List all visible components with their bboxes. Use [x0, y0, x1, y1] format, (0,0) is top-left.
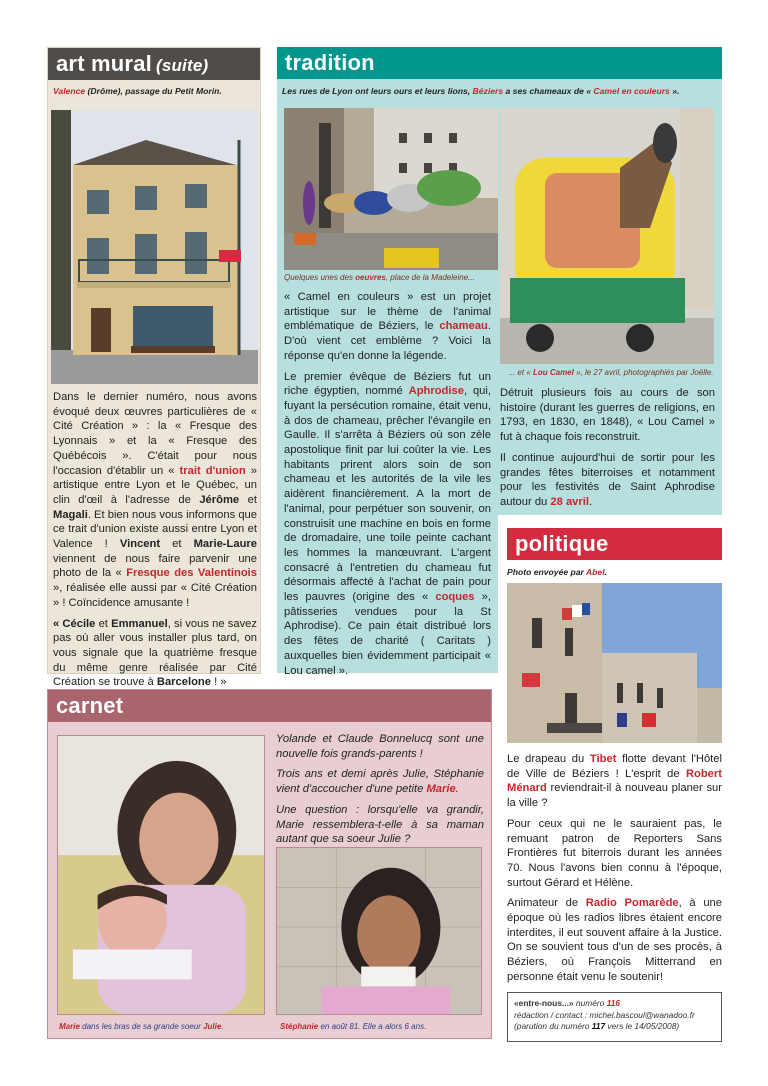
photo-stephanie — [276, 847, 482, 1015]
text: Le premier évêque de Béziers fut un riche égyptien, nommé — [284, 370, 491, 398]
text: en août 81. Elle a alors 6 ans. — [318, 1022, 427, 1031]
highlight-robert-menard: Robert Ménard — [507, 767, 722, 795]
text: . Et bien nous vous informons que ce trait d'union existe aussi entre Lyon et Valence ! — [53, 508, 257, 551]
text: » artistique entre Lyon et le Québec, un clin d'œil à l'adresse de — [53, 464, 257, 506]
issue-line — [514, 998, 715, 1010]
name-cecile: Cécile — [62, 617, 96, 630]
text: « — [53, 617, 63, 630]
text: », pâtisseries vendues pour la St Aphrodise). Ce pain était distribué lors des fêtes de charité ( Caritats ) auxquelles bien évidemment participait « Lou camel ». — [284, 591, 491, 677]
highlight-aphrodise: Aphrodise — [408, 385, 464, 398]
tradition-paragraph-1 — [284, 290, 491, 364]
title-text: art mural — [56, 51, 152, 76]
section-title-carnet: carnet — [48, 690, 491, 722]
text: vers le 14/05/2008) — [605, 1021, 680, 1031]
text: ... et « — [508, 368, 533, 377]
highlight-fresque-valentinois: Fresque des Valentinois — [126, 567, 257, 580]
carnet-paragraph-2 — [276, 767, 484, 796]
caption-right — [500, 368, 722, 377]
name-jerome: Jérôme — [199, 493, 240, 506]
highlight-radio-pomarede: Radio Pomarède — [585, 897, 679, 910]
section-title-art-mural — [48, 48, 260, 80]
text: . — [604, 567, 607, 577]
photo-lou-camel — [500, 108, 714, 364]
text: Il continue aujourd'hui de sortir pour les grandes fêtes biterroises et notamment pour les festivités de Saint Aphrodise autour du — [500, 451, 715, 508]
carnet-caption-left — [59, 1022, 274, 1031]
highlight-coques: coques — [435, 591, 475, 604]
highlight-beziers: Béziers — [472, 86, 504, 96]
tradition-paragraph-3: Détruit plusieurs fois au cours de son histoire (durant les guerres de religions, en 1793, en 1830, en 1848), « Lou Camel » fut à chaque fois reconstruit. — [500, 387, 715, 444]
highlight-marie: Marie — [426, 783, 456, 796]
name-vincent: Vincent — [119, 538, 161, 551]
name-marie-laure: Marie-Laure — [193, 538, 257, 551]
highlight-julie: Julie — [203, 1022, 222, 1031]
carnet-paragraph-3: Une question : lorsqu'elle va grandir, Marie ressemblera-t-elle à sa maman autant que sa soeur Julie ? — [276, 803, 484, 846]
text: ». — [669, 86, 680, 96]
text: Dans le dernier numéro, nous avons évoqué deux œuvres particulières de « Cité Création » : la « Fresque des Lyonnais » et la « Fresque des Québécois ». C'était pour nous l'occasion d'établir un « — [53, 391, 257, 477]
text: », le 27 avril, photographiés par Joëlle. — [573, 368, 714, 377]
highlight-marie: Marie — [59, 1022, 80, 1031]
section-title-politique: politique — [507, 528, 722, 560]
issue-number: 116 — [606, 998, 620, 1008]
text: viennent de nous faire parvenir une photo de la « — [53, 552, 257, 580]
lead-place: Valence — [53, 86, 86, 96]
carnet-paragraph-1: Yolande et Claude Bonnelucq sont une nouvelle fois grands-parents ! — [276, 733, 484, 760]
title-suffix: (suite) — [155, 56, 209, 75]
text: et — [239, 493, 257, 506]
text: , à une époque où les radios libres étaient encore interdites, il eut souvent affaire à la Justice. On se souvient tous d'un de ses procès, à Béziers, où François Mitterrand en personne était venu le soutenir! — [507, 897, 722, 983]
text: Animateur de — [507, 897, 586, 910]
text: . — [588, 495, 593, 508]
highlight-chameau: chameau — [439, 320, 488, 333]
text: . D'où vient cet emblème ? Voici la réponse qu'en donne la légende. — [284, 320, 491, 362]
art-mural-paragraph-2 — [53, 617, 257, 691]
tradition-body-right — [500, 386, 715, 516]
photo-marie-julie — [57, 735, 265, 1015]
text: et — [95, 617, 112, 630]
section-carnet — [47, 689, 492, 1039]
tradition-paragraph-4 — [500, 451, 715, 510]
text: . — [221, 1022, 224, 1031]
photo-hotel-de-ville — [507, 583, 722, 743]
politique-paragraph-2: Pour ceux qui ne le sauraient pas, le remuant patron de Reporters Sans Frontières fut biterrois durant les années 70. Nous l'avons bien connu à l'époque, surtout Gérard et Hélène. — [507, 817, 722, 889]
photo-fresque-valentinois — [51, 110, 258, 384]
text: et — [160, 538, 194, 551]
text: a ses chameaux de « — [503, 86, 594, 96]
highlight-tibet: Tibet — [589, 753, 617, 765]
name-magali: Magali — [53, 508, 88, 521]
highlight-stephanie: Stéphanie — [280, 1022, 319, 1031]
highlight-abel: Abel — [585, 567, 605, 577]
tradition-body-left — [284, 290, 491, 684]
caption-left — [284, 273, 498, 282]
tradition-paragraph-2 — [284, 370, 491, 679]
text: Le drapeau du — [507, 753, 590, 765]
text: flotte devant l'Hôtel de Ville de Béziers ! L'esprit de — [507, 753, 722, 780]
politique-lead — [507, 567, 722, 577]
text: Trois ans et demi après Julie, Stéphanie vient d'accoucher d'une petite — [276, 768, 484, 796]
lead-caption — [48, 80, 260, 96]
publication-name: «entre-nous...» — [514, 998, 574, 1008]
text: , qui, fuyant la persécution romaine, était venu, à dos de chameau, prêcher l'évangile en Gaulle. Il s'arrêta à Béziers où son zèle apostolique finit par lui coûter la vie. Les habitants prirent alors soin de son chameau et les autorités de la vile les aidèrent financièrement. A la mort de l'animal, pour perpétuer son souvenir, on construisit une machine en bois en forme de dromadaire, une toile peinte cachant les hommes la manœuvrant. L'argent consacré à l'entretien du chameau fut désormais affecté à l'achat de pain pour les pauvres (origine des « — [284, 385, 491, 604]
art-mural-paragraph-1 — [53, 390, 257, 611]
highlight-lou-camel: Lou Camel — [532, 368, 574, 377]
carnet-body — [276, 732, 484, 853]
text: , place de la Madeleine... — [385, 273, 475, 282]
politique-paragraph-1 — [507, 752, 722, 811]
highlight-28-avril: 28 avril — [550, 495, 589, 508]
politique-body — [507, 752, 722, 991]
text: Les rues de Lyon ont leurs ours et leurs lions, — [282, 86, 473, 96]
lead-rest: (Drôme), passage du Petit Morin. — [85, 86, 222, 96]
contact-line[interactable]: rédaction / contact : michel.bascoul@wanadoo.fr — [514, 1009, 695, 1020]
section-art-mural — [47, 47, 261, 689]
text: ! » — [210, 676, 227, 689]
text: numéro — [573, 998, 607, 1008]
text: « Camel en couleurs » est un projet artistique sur le thème de l'animal emblématique de Béziers, le — [284, 291, 491, 333]
next-issue-number: 117 — [591, 1021, 606, 1031]
next-issue-line — [514, 1021, 715, 1033]
place-barcelone: Barcelone — [156, 676, 211, 689]
section-title-tradition: tradition — [277, 47, 722, 79]
text: reviendrait-il à nouveau planer sur la ville ? — [507, 782, 722, 810]
text: Photo envoyée par — [507, 567, 586, 577]
art-mural-body — [53, 390, 257, 696]
text: », réalisée elle aussi par « Cité Création » ! Coïncidence amusante ! — [53, 582, 257, 609]
tradition-lead — [282, 86, 722, 96]
highlight-camel-en-couleurs: Camel en couleurs — [593, 86, 670, 96]
politique-paragraph-3 — [507, 896, 722, 984]
text: (parution du numéro — [514, 1021, 592, 1031]
text: . — [455, 783, 459, 796]
carnet-caption-right — [280, 1022, 490, 1031]
highlight-oeuvres: oeuvres — [355, 273, 386, 282]
text: , si vous ne savez pas où aller vous installer plus tard, on vous signale que la quatrième fresque du même genre réalisée par Cité Création se trouve à — [53, 617, 257, 689]
name-emmanuel: Emmanuel — [111, 617, 168, 630]
photo-camels-madeleine — [284, 108, 498, 270]
text: dans les bras de sa grande soeur — [79, 1022, 204, 1031]
issue-info-box — [507, 992, 722, 1042]
highlight-trait-d-union: trait d'union — [179, 464, 246, 477]
text: Quelques unes des — [284, 273, 356, 282]
